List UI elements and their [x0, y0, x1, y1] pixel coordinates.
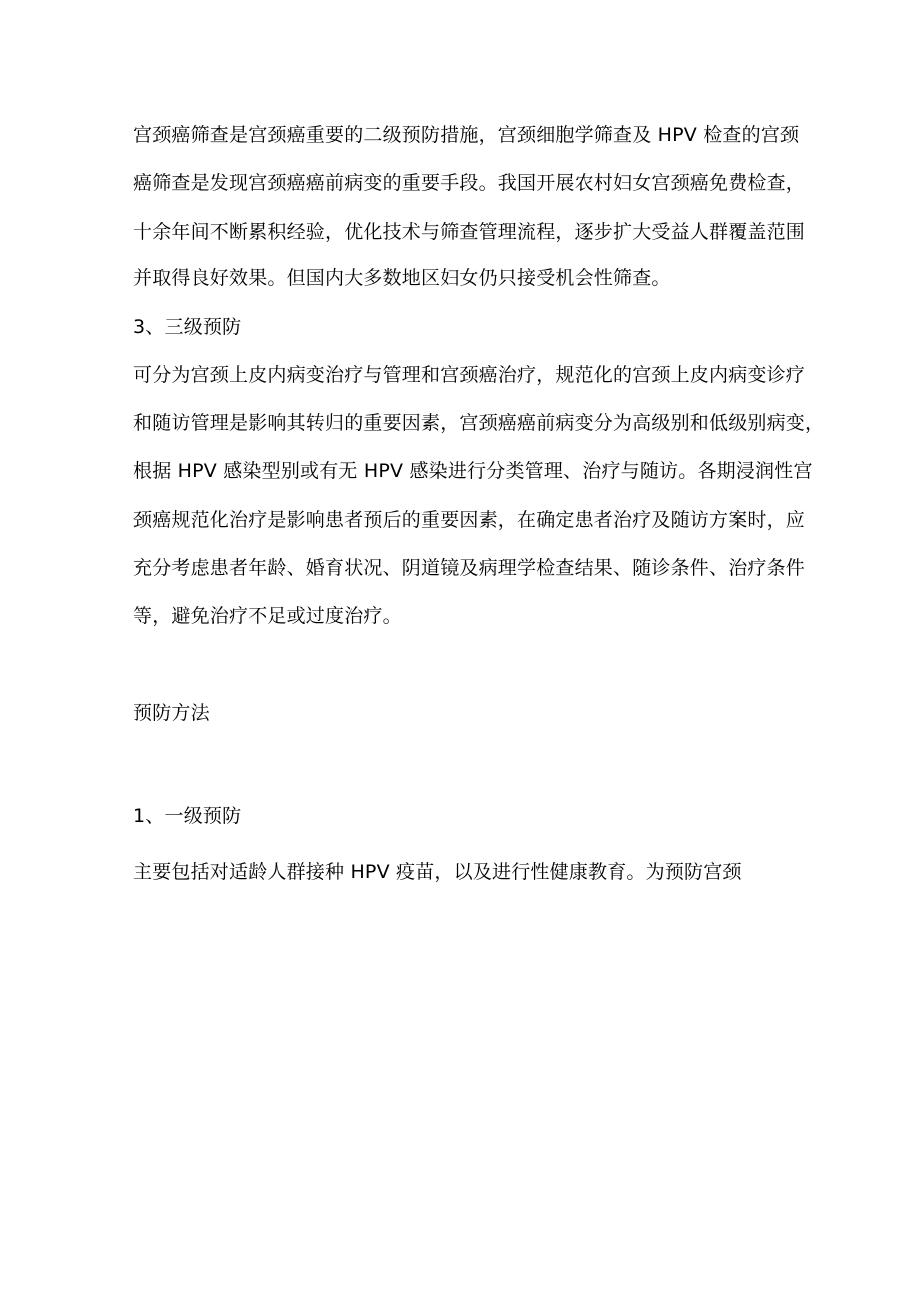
- paragraph-tertiary-line: 可分为宫颈上皮内病变治疗与管理和宫颈癌治疗，规范化的宫颈上皮内病变诊疗: [133, 364, 806, 386]
- paragraph-screening-line: 癌筛查是发现宫颈癌癌前病变的重要手段。我国开展农村妇女宫颈癌免费检查，: [133, 172, 806, 194]
- paragraph-tertiary-line: 颈癌规范化治疗是影响患者预后的重要因素，在确定患者治疗及随访方案时，应: [133, 509, 806, 531]
- paragraph-tertiary-line: 和随访管理是影响其转归的重要因素，宫颈癌癌前病变分为高级别和低级别病变，: [133, 412, 825, 434]
- paragraph-primary-line: 主要包括对适龄人群接种 HPV 疫苗，以及进行性健康教育。为预防宫颈: [133, 861, 742, 883]
- paragraph-tertiary-line: 等，避免治疗不足或过度治疗。: [133, 605, 402, 627]
- heading-prevention-methods: 预防方法: [133, 702, 210, 724]
- paragraph-tertiary-line: 充分考虑患者年龄、婚育状况、阴道镜及病理学检查结果、随诊条件、治疗条件: [133, 557, 806, 579]
- paragraph-screening-line: 十余年间不断累积经验，优化技术与筛查管理流程，逐步扩大受益人群覆盖范围: [133, 221, 806, 243]
- paragraph-tertiary-line: 根据 HPV 感染型别或有无 HPV 感染进行分类管理、治疗与随访。各期浸润性宫: [133, 460, 813, 482]
- heading-tertiary-prevention: 3、三级预防: [133, 316, 242, 338]
- heading-primary-prevention: 1、一级预防: [133, 805, 242, 827]
- paragraph-screening-line: 并取得良好效果。但国内大多数地区妇女仍只接受机会性筛查。: [133, 267, 671, 289]
- paragraph-screening-line: 宫颈癌筛查是宫颈癌重要的二级预防措施，宫颈细胞学筛查及 HPV 检查的宫颈: [133, 124, 800, 146]
